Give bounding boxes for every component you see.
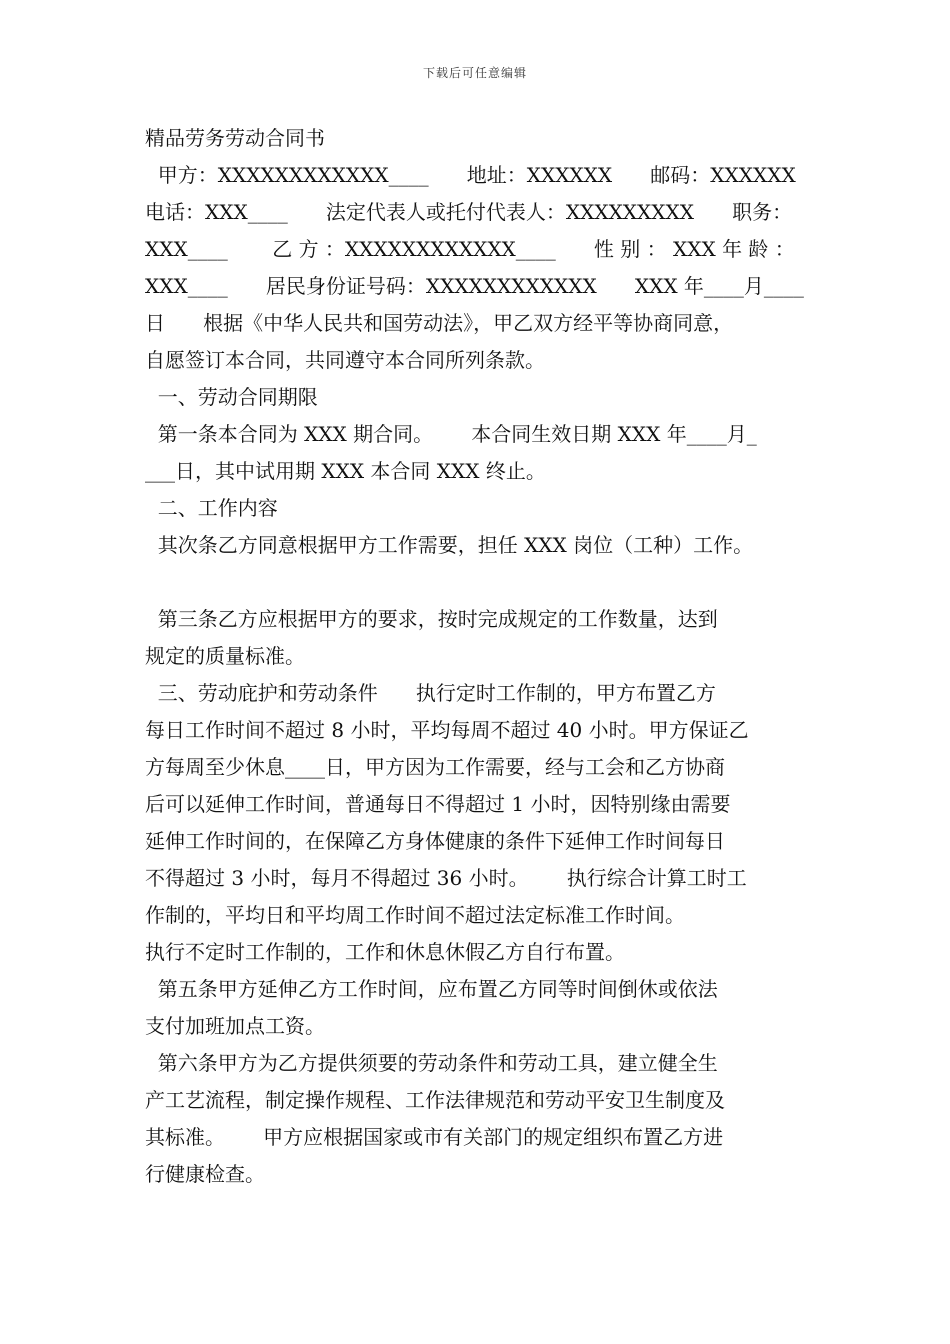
- text-line: 第三条乙方应根据甲方的要求，按时完成规定的工作数量，达到: [145, 607, 718, 631]
- text-line: 其次条乙方同意根据甲方工作需要，担任 XXX 岗位（工种）工作。: [145, 533, 754, 557]
- document-body: [145, 120, 809, 1193]
- text-line: 自愿签订本合同，共同遵守本合同所列条款。: [145, 348, 545, 372]
- text-line: 每日工作时间不超过 8 小时，平均每周不超过 40 小时。甲方保证乙: [145, 718, 749, 742]
- text-line: 支付加班加点工资。: [145, 1014, 325, 1038]
- text-line: 第五条甲方延伸乙方工作时间，应布置乙方同等时间倒休或依法: [145, 977, 718, 1001]
- text-line: 方每周至少休息____日，甲方因为工作需要，经与工会和乙方协商: [145, 755, 725, 779]
- section-heading: 三、劳动庇护和劳动条件 执行定时工作制的，甲方布置乙方: [145, 681, 716, 705]
- section-heading: 二、工作内容: [145, 496, 278, 520]
- text-line: 行健康检查。: [145, 1162, 265, 1186]
- text-line: 执行不定时工作制的，工作和休息休假乙方自行布置。: [145, 940, 625, 964]
- text-line: 不得超过 3 小时，每月不得超过 36 小时。 执行综合计算工时工: [145, 866, 747, 890]
- blank-line: [145, 564, 809, 601]
- text-line: XXX____ 居民身份证号码：XXXXXXXXXXXX XXX 年____月____: [145, 274, 804, 298]
- text-line: 甲方：XXXXXXXXXXXX____ 地址：XXXXXX 邮码：XXXXXX: [145, 163, 796, 187]
- text-line: ___日，其中试用期 XXX 本合同 XXX 终止。: [145, 459, 546, 483]
- text-line: 后可以延伸工作时间，普通每日不得超过 1 小时，因特别缘由需要: [145, 792, 731, 816]
- text-line: 第六条甲方为乙方提供须要的劳动条件和劳动工具，建立健全生: [145, 1051, 718, 1075]
- text-line: XXX____ 乙 方 ：XXXXXXXXXXXX____ 性 别 ： XXX 年 龄 ：: [145, 237, 795, 261]
- text-line: 日 根据《中华人民共和国劳动法》，甲乙双方经平等协商同意，: [145, 311, 734, 335]
- text-line: 电话：XXX____ 法定代表人或托付代表人：XXXXXXXXX 职务：: [145, 200, 793, 224]
- text-line: 作制的，平均日和平均周工作时间不超过法定标准工作时间。: [145, 903, 685, 927]
- text-line: 其标准。 甲方应根据国家或市有关部门的规定组织布置乙方进: [145, 1125, 724, 1149]
- document-title: 精品劳务劳动合同书: [145, 126, 325, 150]
- section-heading: 一、劳动合同期限: [145, 385, 318, 409]
- text-line: 第一条本合同为 XXX 期合同。 本合同生效日期 XXX 年____月_: [145, 422, 757, 446]
- page-header: 下载后可任意编辑: [422, 66, 527, 80]
- text-line: 延伸工作时间的，在保障乙方身体健康的条件下延伸工作时间每日: [145, 829, 725, 853]
- text-line: 规定的质量标准。: [145, 644, 305, 668]
- text-line: 产工艺流程，制定操作规程、工作法律规范和劳动平安卫生制度及: [145, 1088, 725, 1112]
